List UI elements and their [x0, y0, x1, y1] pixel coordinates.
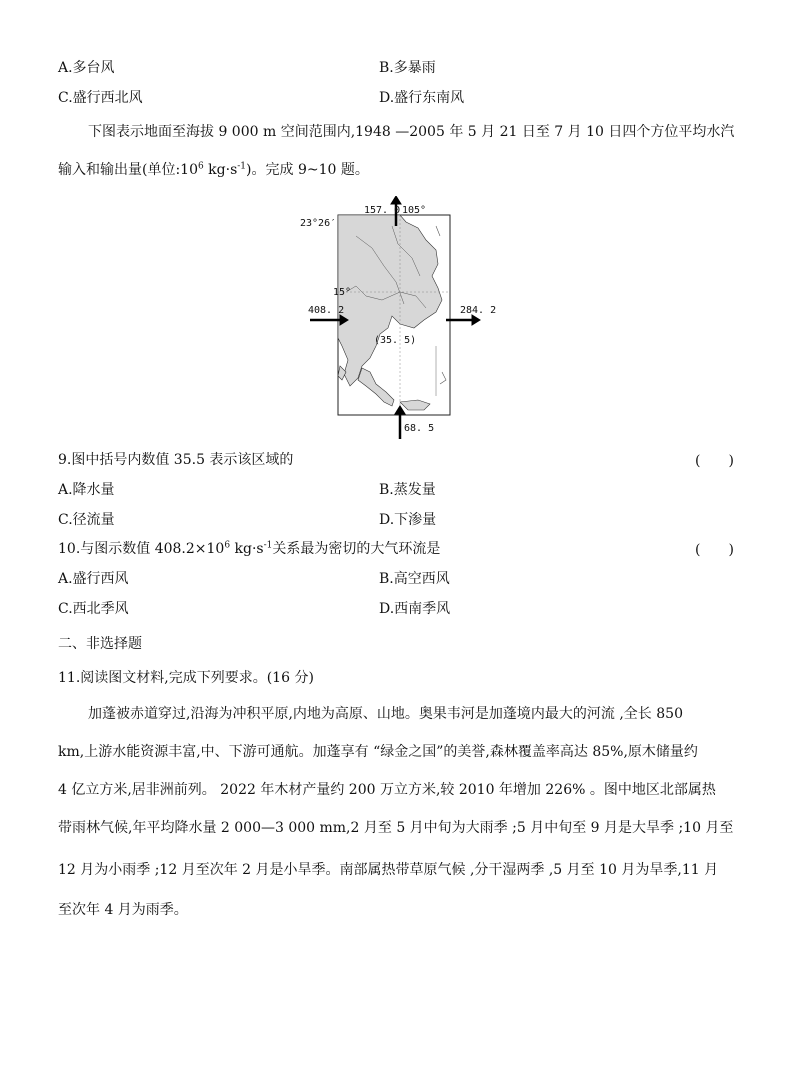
intro-line-1: 下图表示地面至海拔 9 000 m 空间范围内,1948 —2005 年 5 月 21 日至 7 月 10 日四个方位平均水汽: [88, 124, 735, 140]
section-heading: 二、非选择题: [58, 636, 142, 652]
top-lon-label: 105°: [402, 205, 427, 216]
q11-paragraph-line-5: 12 月为小雨季 ;12 月至次年 2 月是小旱季。南部属热带草原气候 ,分干湿两季 ,5 月至 10 月为旱季,11 月: [58, 862, 719, 878]
q9-option-a: A.降水量: [58, 482, 115, 498]
q9-option-b: B.蒸发量: [379, 482, 436, 498]
arrow-right: [446, 315, 480, 325]
q9-option-d: D.下渗量: [379, 512, 437, 528]
q10-answer-paren: ( ): [695, 542, 734, 558]
q11-paragraph-line-2: km,上游水能资源丰富,中、下游可通航。加蓬享有 “绿金之国”的美誉,森林覆盖率高达 85%,原木储量约: [58, 744, 698, 760]
center-value-label: (35. 5): [374, 335, 417, 346]
intro-line-2: 输入和输出量(单位$:10^6$ $kg\cdot s^{-1}$)。完成 9~10 题。: [58, 161, 369, 178]
option-a: A.多台风: [58, 60, 115, 76]
lat-top-label: 23°26′: [300, 218, 337, 229]
option-b: B.多暴雨: [379, 60, 436, 76]
q11-paragraph-line-1: 加蓬被赤道穿过,沿海为冲积平原,内地为高原、山地。奥果韦河是加蓬境内最大的河流 ,全长 850: [88, 706, 683, 722]
left-value-label: 408. 2: [308, 305, 345, 316]
q11-paragraph-line-6: 至次年 4 月为雨季。: [58, 902, 188, 918]
top-value-label: 157. 0: [364, 205, 401, 216]
right-value-label: 284. 2: [460, 305, 496, 316]
q9-stem: 9.图中括号内数值 35.5 表示该区域的: [58, 452, 294, 468]
q10-option-c: C.西北季风: [58, 601, 129, 617]
q11-paragraph-line-3: 4 亿立方米,居非洲前列。 2022 年木材产量约 200 万立方米,较 2010 年增加 226% 。图中地区北部属热: [58, 782, 716, 798]
q10-option-b: B.高空西风: [379, 571, 450, 587]
option-c: C.盛行西北风: [58, 90, 143, 106]
arrow-left: [310, 315, 348, 325]
option-d: D.盛行东南风: [379, 90, 465, 106]
water-vapor-map: [296, 196, 496, 439]
q11-paragraph-line-4: 带雨林气候,年平均降水量 2 000—3 000 mm,2 月至 5 月中旬为大雨季 ;5 月中旬至 9 月是大旱季 ;10 月至: [58, 820, 734, 836]
q10-option-d: D.西南季风: [379, 601, 451, 617]
bottom-value-label: 68. 5: [404, 423, 435, 434]
q9-option-c: C.径流量: [58, 512, 115, 528]
q11-stem: 11.阅读图文材料,完成下列要求。(16 分): [58, 670, 314, 686]
q10-option-a: A.盛行西风: [58, 571, 129, 587]
q10-stem: 10.与图示数值 $408.2\times 10^6$ $kg\cdot s^{-1}$关系最为密切的大气环流是: [58, 540, 441, 557]
lat-mid-label: 15°: [333, 287, 352, 298]
q9-answer-paren: ( ): [695, 453, 734, 469]
